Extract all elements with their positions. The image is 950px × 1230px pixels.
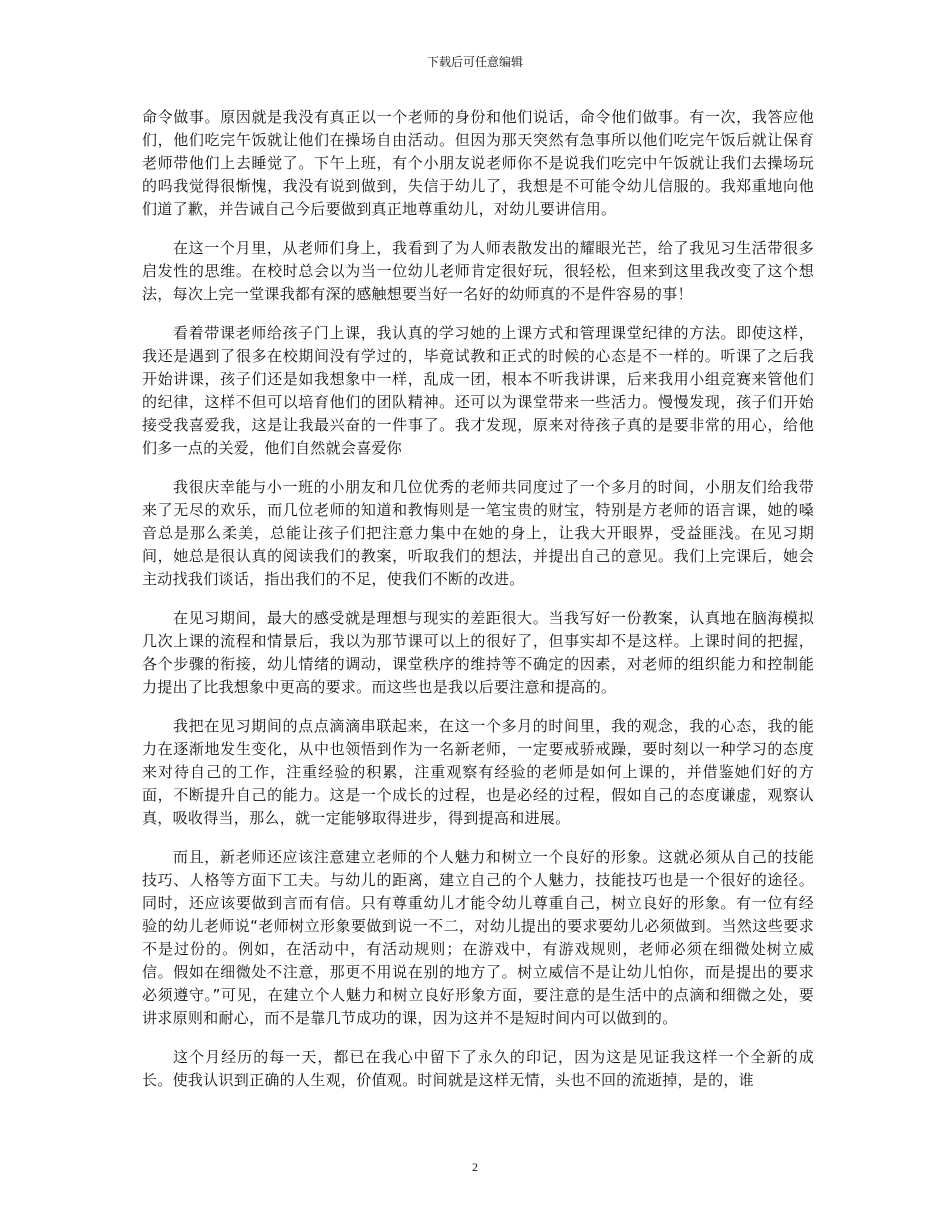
paragraph: 而且，新老师还应该注意建立老师的个人魅力和树立一个良好的形象。这就必须从自己的技能技巧、人格等方面下工夫。与幼儿的距离，建立自己的个人魅力，技能技巧也是一个很好的途径。同时，还应该要做到言而有信。只有尊重幼儿才能令幼儿尊重自己，树立良好的形象。有一位有经验的幼儿老师说“老师树立形象要做到说一不二，对幼儿提出的要求要幼儿必须做到。当然这些要求不是过份的。例如，在活动中，有活动规则；在游戏中，有游戏规则，老师必须在细微处树立威信。假如在细微处不注意，那更不用说在别的地方了。树立威信不是让幼儿怕你，而是提出的要求必须遵守。”可见，在建立个人魅力和树立良好形象方面，要注意的是生活中的点滴和细微之处，要讲求原则和耐心，而不是靠几节成功的课，因为这并不是短时间内可以做到的。 (142, 848, 814, 1027)
paragraph: 命令做事。原因就是我没有真正以一个老师的身份和他们说话，命令他们做事。有一次，我答应他们，他们吃完午饭就让他们在操场自由活动。但因为那天突然有急事所以他们吃完午饭后就让保育老师带他们上去睡觉了。下午上班，有个小朋友说老师你不是说我们吃完中午饭就让我们去操场玩的吗我觉得很惭愧，我没有说到做到，失信于幼儿了，我想是不可能令幼儿信服的。我郑重地向他们道了歉，并告诫自己今后要做到真正地尊重幼儿，对幼儿要讲信用。 (142, 108, 814, 218)
paragraph: 在见习期间，最大的感受就是理想与现实的差距很大。当我写好一份教案，认真地在脑海模拟几次上课的流程和情景后，我以为那节课可以上的很好了，但事实却不是这样。上课时间的把握，各个步骤的衔接，幼儿情绪的调动，课堂秩序的维持等不确定的因素，对老师的组织能力和控制能力提出了比我想象中更高的要求。而这些也是我以后要注意和提高的。 (142, 609, 814, 696)
paragraph: 看着带课老师给孩子门上课，我认真的学习她的上课方式和管理课堂纪律的方法。即使这样，我还是遇到了很多在校期间没有学过的，毕竟试教和正式的时候的心态是不一样的。听课了之后我开始讲课，孩子们还是如我想象中一样，乱成一团，根本不听我讲课，后来我用小组竞赛来管他们的纪律，这样不但可以培育他们的团队精神。还可以为课堂带来一些活力。慢慢发现，孩子们开始接受我喜爱我，这是让我最兴奋的一件事了。我才发现，原来对待孩子真的是要非常的用心，给他们多一点的关爱，他们自然就会喜爱你 (142, 324, 814, 457)
paragraph: 在这一个月里，从老师们身上，我看到了为人师表散发出的耀眼光芒，给了我见习生活带很多启发性的思维。在校时总会以为当一位幼儿老师肯定很好玩，很轻松，但来到这里我改变了这个想法，每次上完一堂课我都有深的感触想要当好一名好的幼师真的不是件容易的事！ (142, 239, 814, 303)
page-header: 下载后可任意编辑 (426, 55, 523, 69)
paragraph: 这个月经历的每一天，都已在我心中留下了永久的印记，因为这是见证我这样一个全新的成长。使我认识到正确的人生观，价值观。时间就是这样无情，头也不回的流逝掉，是的，谁 (142, 1048, 814, 1089)
paragraph: 我把在见习期间的点点滴滴串联起来，在这一个多月的时间里，我的观念，我的心态，我的能力在逐渐地发生变化，从中也领悟到作为一名新老师，一定要戒骄戒躁，要时刻以一种学习的态度来对待自己的工作，注重经验的积累，注重观察有经验的老师是如何上课的，并借鉴她们好的方面，不断提升自己的能力。这是一个成长的过程，也是必经的过程，假如自己的态度谦虚，观察认真，吸收得当，那么，就一定能够取得进步，得到提高和进展。 (142, 717, 814, 827)
paragraph: 我很庆幸能与小一班的小朋友和几位优秀的老师共同度过了一个多月的时间，小朋友们给我带来了无尽的欢乐，而几位老师的知道和教悔则是一笔宝贵的财宝，特别是方老师的语言课，她的嗓音总是那么柔美，总能让孩子们把注意力集中在她的身上，让我大开眼界，受益匪浅。在见习期间，她总是很认真的阅读我们的教案，听取我们的想法，并提出自己的意见。我们上完课后，她会主动找我们谈话，指出我们的不足，使我们不断的改进。 (142, 478, 814, 588)
document-body (142, 106, 814, 1108)
page-number: 2 (472, 1160, 478, 1174)
